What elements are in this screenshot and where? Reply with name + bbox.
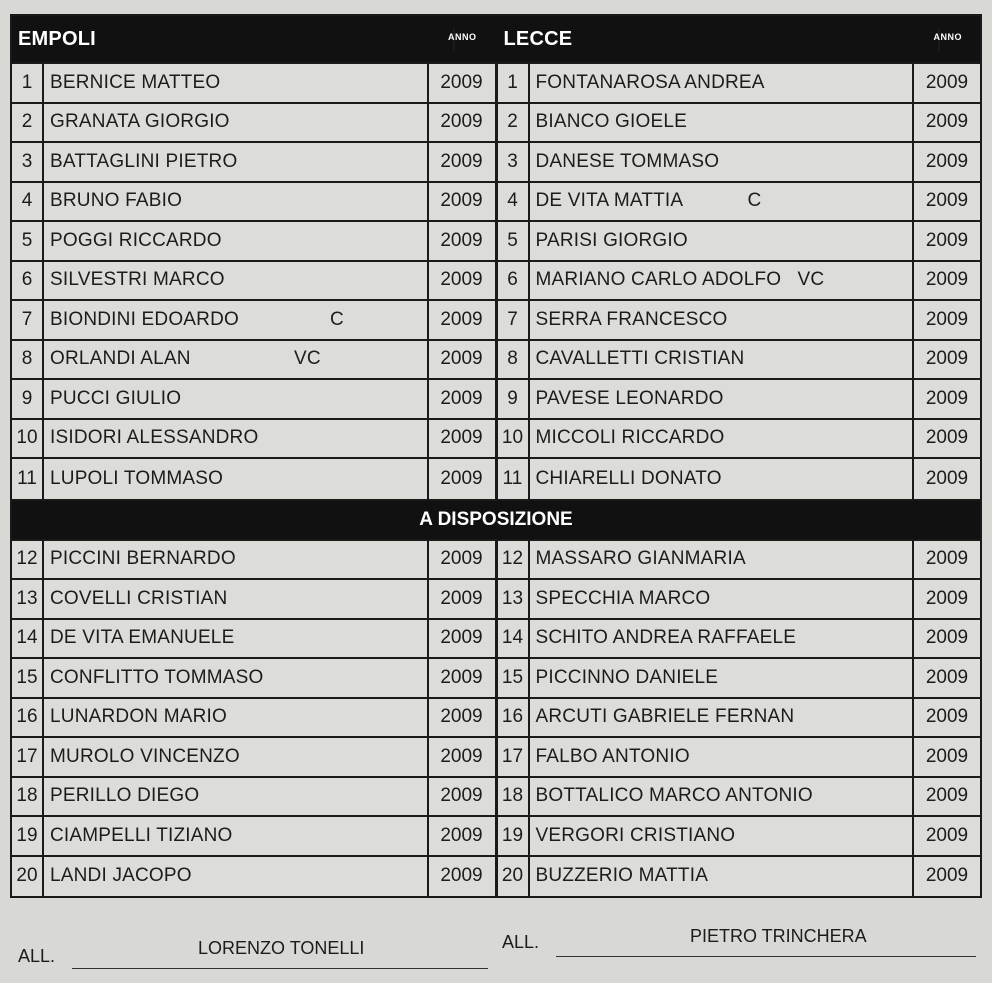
- table-row: [12, 301, 495, 341]
- table-row: [498, 104, 981, 144]
- player-year: 2009: [440, 71, 483, 93]
- player-number: 9: [12, 380, 44, 418]
- player-name: BERNICE MATTEO: [50, 71, 221, 93]
- player-number: 7: [12, 301, 44, 339]
- player-name: MASSARO GIANMARIA: [535, 548, 746, 570]
- bench-right: [498, 541, 981, 897]
- table-row: [498, 738, 981, 778]
- player-name-cell: [530, 222, 915, 260]
- table-row: [498, 183, 981, 223]
- player-name: FALBO ANTONIO: [535, 745, 690, 767]
- player-name: VERGORI CRISTIANO: [535, 824, 736, 846]
- table-row: [498, 580, 981, 620]
- player-name-cell: [530, 183, 915, 221]
- table-row: [498, 420, 981, 460]
- table-row: [12, 143, 495, 183]
- player-year: 2009: [925, 229, 969, 251]
- player-name: BIONDINI EDOARDO: [50, 308, 239, 330]
- player-name-cell: [530, 143, 915, 181]
- player-year: 2009: [440, 745, 483, 767]
- player-name-cell: [44, 659, 429, 697]
- player-name: PARISI GIORGIO: [535, 229, 688, 251]
- anno-label-left: ANNO: [448, 32, 477, 42]
- captain-mark: VC: [294, 348, 321, 370]
- player-name-cell: [44, 64, 429, 102]
- player-name-cell: [44, 738, 429, 776]
- player-year: 2009: [925, 111, 969, 133]
- player-name: DANESE TOMMASO: [535, 150, 720, 172]
- anno-label-right: ANNO: [933, 32, 962, 42]
- player-year: 2009: [925, 308, 969, 330]
- table-row: [12, 459, 495, 499]
- player-year: 2009: [440, 150, 483, 172]
- table-row: [12, 64, 495, 104]
- player-year: 2009: [440, 308, 483, 330]
- player-year: 2009: [440, 467, 483, 489]
- player-name-cell: [44, 222, 429, 260]
- table-row: [498, 778, 981, 818]
- team-header-right: [498, 16, 981, 62]
- player-number: 18: [12, 778, 44, 816]
- player-name: LUNARDON MARIO: [50, 706, 227, 728]
- player-number: 12: [12, 541, 44, 579]
- player-year: 2009: [440, 348, 483, 370]
- table-row: [498, 64, 981, 104]
- player-year: 2009: [925, 627, 969, 649]
- player-name: SPECCHIA MARCO: [535, 587, 711, 609]
- player-name: BATTAGLINI PIETRO: [50, 150, 238, 172]
- table-row: [498, 857, 981, 897]
- table-row: [498, 459, 981, 499]
- player-year: 2009: [925, 785, 969, 807]
- player-name: SERRA FRANCESCO: [535, 308, 728, 330]
- bench-section: [12, 541, 980, 897]
- player-name-cell: [44, 262, 429, 300]
- player-name: LUPOLI TOMMASO: [50, 467, 224, 489]
- player-name-cell: [44, 857, 429, 897]
- coach-label-left: ALL.: [18, 946, 56, 966]
- player-name: GRANATA GIORGIO: [50, 111, 230, 133]
- player-number: 10: [498, 420, 530, 458]
- player-number: 8: [12, 341, 44, 379]
- player-year: 2009: [440, 427, 483, 449]
- player-name-cell: [44, 459, 429, 499]
- player-name: DE VITA MATTIA: [535, 190, 684, 212]
- player-number: 2: [12, 104, 44, 142]
- player-number: 12: [498, 541, 530, 579]
- player-name: MARIANO CARLO ADOLFO: [535, 269, 782, 291]
- player-name: SILVESTRI MARCO: [50, 269, 225, 291]
- player-number: 15: [498, 659, 530, 697]
- table-row: [498, 301, 981, 341]
- player-name: BIANCO GIOELE: [535, 111, 687, 133]
- table-row: [498, 222, 981, 262]
- player-number: 20: [12, 857, 44, 897]
- table-row: [498, 659, 981, 699]
- player-year: 2009: [925, 865, 969, 887]
- player-name-cell: [530, 420, 915, 458]
- player-year: 2009: [925, 150, 969, 172]
- player-year: 2009: [925, 706, 969, 728]
- bench-left: [12, 541, 498, 897]
- starters-right: [498, 64, 981, 499]
- table-row: [12, 620, 495, 660]
- table-row: [12, 183, 495, 223]
- player-name: BRUNO FABIO: [50, 190, 183, 212]
- player-number: 14: [498, 620, 530, 658]
- player-year: 2009: [440, 824, 483, 846]
- player-name: FONTANAROSA ANDREA: [535, 71, 765, 93]
- player-year: 2009: [440, 785, 483, 807]
- coaches-footer: [0, 924, 992, 983]
- player-name: CHIARELLI DONATO: [535, 467, 722, 489]
- table-row: [12, 104, 495, 144]
- player-number: 1: [12, 64, 44, 102]
- player-number: 14: [12, 620, 44, 658]
- table-row: [12, 541, 495, 581]
- player-year: 2009: [925, 71, 969, 93]
- player-name: POGGI RICCARDO: [50, 229, 222, 251]
- player-name: PERILLO DIEGO: [50, 785, 200, 807]
- player-name-cell: [44, 420, 429, 458]
- table-row: [12, 659, 495, 699]
- player-name: COVELLI CRISTIAN: [50, 587, 228, 609]
- table-row: [12, 380, 495, 420]
- table-row: [498, 341, 981, 381]
- player-name-cell: [44, 778, 429, 816]
- player-name: MICCOLI RICCARDO: [535, 427, 725, 449]
- table-row: [12, 341, 495, 381]
- player-name: PICCINI BERNARDO: [50, 548, 236, 570]
- table-row: [12, 420, 495, 460]
- player-number: 17: [12, 738, 44, 776]
- table-row: [498, 620, 981, 660]
- player-name-cell: [530, 580, 915, 618]
- table-row: [12, 778, 495, 818]
- player-name-cell: [530, 620, 915, 658]
- lineup-grid: [10, 14, 982, 898]
- table-row: [498, 817, 981, 857]
- teams-header: [12, 16, 980, 64]
- player-number: 20: [498, 857, 530, 897]
- table-row: [12, 222, 495, 262]
- player-name-cell: [44, 699, 429, 737]
- player-number: 10: [12, 420, 44, 458]
- player-name-cell: [44, 817, 429, 855]
- player-number: 15: [12, 659, 44, 697]
- captain-mark: VC: [797, 269, 825, 291]
- player-year: 2009: [925, 666, 969, 688]
- player-name-cell: [44, 143, 429, 181]
- player-year: 2009: [925, 387, 969, 409]
- player-number: 6: [498, 262, 530, 300]
- player-name-cell: [530, 541, 915, 579]
- table-row: [12, 699, 495, 739]
- player-year: 2009: [440, 587, 483, 609]
- player-name: PAVESE LEONARDO: [535, 387, 724, 409]
- player-name-cell: [44, 104, 429, 142]
- player-number: 18: [498, 778, 530, 816]
- player-year: 2009: [925, 348, 969, 370]
- player-number: 5: [498, 222, 530, 260]
- captain-mark: C: [747, 190, 762, 212]
- player-number: 13: [12, 580, 44, 618]
- player-name: MUROLO VINCENZO: [50, 745, 240, 767]
- player-number: 5: [12, 222, 44, 260]
- captain-mark: C: [330, 308, 344, 330]
- player-year: 2009: [440, 627, 483, 649]
- player-name-cell: [530, 778, 915, 816]
- player-year: 2009: [440, 269, 483, 291]
- player-year: 2009: [925, 587, 969, 609]
- player-name-cell: [530, 104, 915, 142]
- coach-name-left: LORENZO TONELLI: [198, 938, 365, 958]
- player-year: 2009: [925, 548, 969, 570]
- player-name-cell: [44, 341, 429, 379]
- table-row: [12, 580, 495, 620]
- team-header-left: [12, 16, 498, 62]
- player-name-cell: [530, 857, 915, 897]
- player-name-cell: [530, 817, 915, 855]
- coach-line-left: [72, 968, 488, 969]
- player-number: 8: [498, 341, 530, 379]
- player-number: 4: [498, 183, 530, 221]
- player-name: CIAMPELLI TIZIANO: [50, 824, 233, 846]
- player-year: 2009: [440, 190, 483, 212]
- table-row: [498, 262, 981, 302]
- player-year: 2009: [925, 269, 969, 291]
- player-name-cell: [44, 541, 429, 579]
- player-name-cell: [530, 380, 915, 418]
- starters-left: [12, 64, 498, 499]
- player-number: 6: [12, 262, 44, 300]
- player-name: SCHITO ANDREA RAFFAELE: [535, 627, 797, 649]
- player-name-cell: [44, 183, 429, 221]
- player-name: BOTTALICO MARCO ANTONIO: [535, 785, 813, 807]
- player-year: 2009: [925, 190, 969, 212]
- player-name: ORLANDI ALAN: [50, 348, 191, 370]
- starters-section: [12, 64, 980, 499]
- table-row: [12, 817, 495, 857]
- table-row: [12, 262, 495, 302]
- table-row: [12, 738, 495, 778]
- player-name-cell: [530, 301, 915, 339]
- player-year: 2009: [440, 666, 483, 688]
- player-number: 11: [12, 459, 44, 499]
- player-name: CAVALLETTI CRISTIAN: [535, 348, 745, 370]
- table-row: [498, 380, 981, 420]
- player-name-cell: [530, 738, 915, 776]
- player-number: 13: [498, 580, 530, 618]
- player-number: 9: [498, 380, 530, 418]
- table-row: [498, 699, 981, 739]
- player-name: PUCCI GIULIO: [50, 387, 182, 409]
- player-number: 3: [12, 143, 44, 181]
- player-number: 1: [498, 64, 530, 102]
- player-number: 17: [498, 738, 530, 776]
- player-number: 19: [498, 817, 530, 855]
- player-number: 7: [498, 301, 530, 339]
- player-name: ARCUTI GABRIELE FERNAN: [535, 706, 795, 728]
- team-name-left: EMPOLI: [12, 28, 455, 51]
- player-name-cell: [44, 620, 429, 658]
- player-name-cell: [530, 64, 915, 102]
- player-name-cell: [44, 301, 429, 339]
- player-year: 2009: [440, 387, 483, 409]
- player-number: 3: [498, 143, 530, 181]
- coach-label-right: ALL.: [502, 932, 540, 952]
- player-number: 16: [12, 699, 44, 737]
- player-year: 2009: [925, 745, 969, 767]
- player-number: 2: [498, 104, 530, 142]
- player-number: 4: [12, 183, 44, 221]
- player-name-cell: [44, 580, 429, 618]
- player-name-cell: [530, 459, 915, 499]
- player-name: CONFLITTO TOMMASO: [50, 666, 264, 688]
- player-number: 16: [498, 699, 530, 737]
- player-name-cell: [530, 699, 915, 737]
- player-year: 2009: [925, 427, 969, 449]
- table-row: [498, 143, 981, 183]
- player-year: 2009: [440, 111, 483, 133]
- player-name-cell: [530, 262, 915, 300]
- player-year: 2009: [440, 229, 483, 251]
- player-number: 19: [12, 817, 44, 855]
- player-number: 11: [498, 459, 530, 499]
- coach-name-right: PIETRO TRINCHERA: [690, 926, 867, 946]
- player-name-cell: [530, 341, 915, 379]
- table-row: [498, 541, 981, 581]
- bench-title: A DISPOSIZIONE: [12, 499, 980, 541]
- player-year: 2009: [440, 706, 483, 728]
- player-name: BUZZERIO MATTIA: [535, 865, 709, 887]
- coach-line-right: [556, 956, 976, 957]
- player-name: ISIDORI ALESSANDRO: [50, 427, 259, 449]
- table-row: [12, 857, 495, 897]
- player-name: DE VITA EMANUELE: [50, 627, 235, 649]
- player-name-cell: [44, 380, 429, 418]
- team-name-right: LECCE: [498, 28, 941, 51]
- player-year: 2009: [925, 467, 969, 489]
- player-name-cell: [530, 659, 915, 697]
- player-name: LANDI JACOPO: [50, 865, 192, 887]
- player-year: 2009: [925, 824, 969, 846]
- player-name: PICCINNO DANIELE: [535, 666, 719, 688]
- player-year: 2009: [440, 865, 483, 887]
- player-year: 2009: [440, 548, 483, 570]
